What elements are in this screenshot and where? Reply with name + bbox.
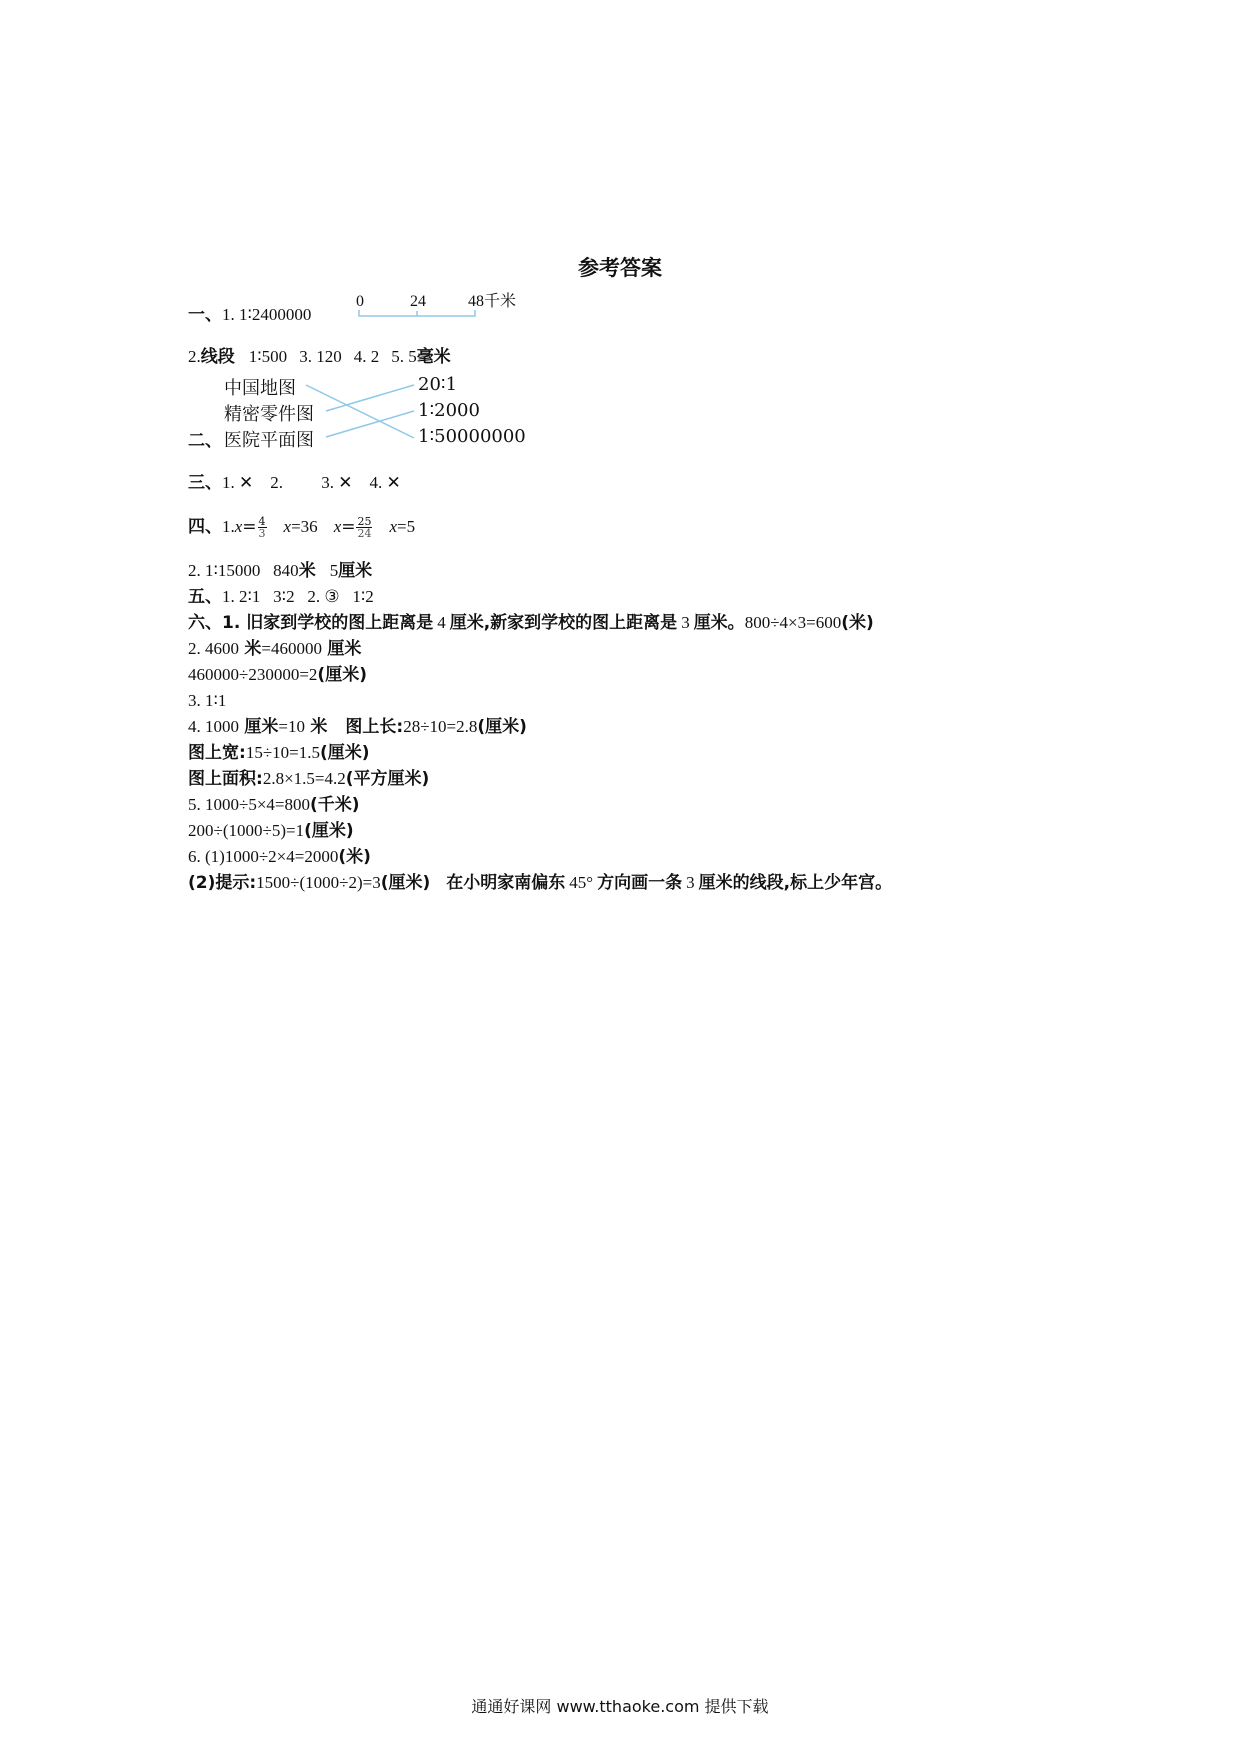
scale-option-1-50000000: 1∶50000000 (418, 426, 526, 447)
match-line-hospital (326, 411, 414, 437)
map-label-china: 中国地图 (224, 378, 296, 399)
match-lines (188, 374, 548, 456)
answer-text: 1. 1∶2400000 (222, 305, 312, 324)
answer-6-2b: 460000÷230000=2(厘米) (188, 665, 367, 685)
answer-5: 五、1. 2∶1 3∶2 2. ③ 1∶2 (188, 587, 374, 607)
map-label-hospital: 医院平面图 (224, 430, 314, 451)
answer-6-4c: 图上面积:2.8×1.5=4.2(平方厘米) (188, 769, 430, 789)
scale-bar (352, 292, 532, 322)
map-label-parts: 精密零件图 (224, 404, 314, 425)
scale-tick-label-0: 0 (356, 293, 364, 310)
section-prefix-2: 二、 (188, 431, 222, 451)
section-prefix-1: 一、 (188, 305, 222, 325)
scale-tick-label-24: 24 (410, 293, 426, 310)
answer-6-3: 3. 1∶1 (188, 691, 227, 710)
scale-option-20-1: 20∶1 (418, 374, 458, 395)
answer-4-1: 四、1.x= $\frac{4}{3}$ x=36 x= $\frac{25}{24}$ x=5 (188, 515, 416, 540)
answer-6-5b: 200÷(1000÷5)=1(厘米) (188, 821, 354, 841)
footer-source: 通通好课网 www.tthaoke.com 提供下载 (471, 1697, 769, 1716)
page-title: 参考答案 (578, 256, 662, 280)
answer-6-2: 2. 4600 米=460000 厘米 (188, 639, 362, 659)
match-line-parts (326, 385, 414, 411)
scale-tick-label-48: 48千米 (468, 293, 517, 310)
answer-6-4b: 图上宽:15÷10=1.5(厘米) (188, 743, 370, 763)
fraction-25-24: $\frac{25}{24}$ (357, 515, 372, 540)
fraction-4-3: $\frac{4}{3}$ (258, 515, 266, 540)
answer-6-6b: (2)提示:1500÷(1000÷2)=3(厘米) 在小明家南偏东 45° 方向画一条 3 厘米的线段,标上少年宫。 (188, 873, 893, 893)
answer-4-2: 2. 1∶15000 840米 5厘米 (188, 561, 373, 581)
answer-6-1: 六、1. 旧家到学校的图上距离是 4 厘米,新家到学校的图上距离是 3 厘米。800÷4×3=600(米) (188, 613, 874, 633)
matching-diagram (188, 374, 548, 456)
answer-3: 三、1. ✕ 2. 3. ✕ 4. ✕ (188, 473, 401, 493)
answer-6-4: 4. 1000 厘米=10 米 图上长:28÷10=2.8(厘米) (188, 717, 527, 737)
scale-option-1-2000: 1∶2000 (418, 400, 480, 421)
match-line-china (306, 385, 414, 438)
answer-1-1 (188, 304, 311, 326)
answer-6-5: 5. 1000÷5×4=800(千米) (188, 795, 360, 815)
answer-6-6: 6. (1)1000÷2×4=2000(米) (188, 847, 371, 867)
answer-1-2: 2.线段 1∶500 3. 120 4. 2 5. 5毫米 (188, 347, 451, 367)
